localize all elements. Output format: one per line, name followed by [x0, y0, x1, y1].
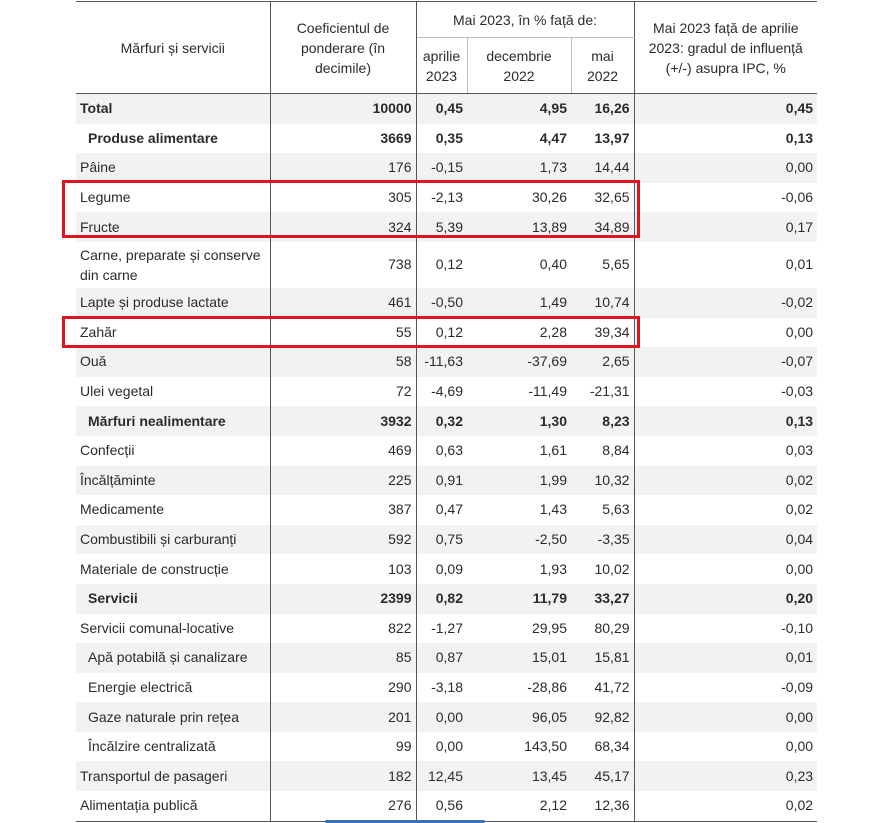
cell-weight: 10000 — [270, 94, 416, 124]
cell-april-2023: 5,39 — [416, 212, 467, 242]
cell-may-2022: 5,65 — [571, 242, 634, 288]
cell-name: Transportul de pasageri — [76, 761, 270, 791]
cell-april-2023: 0,32 — [416, 406, 467, 436]
table-row — [76, 466, 817, 496]
cell-may-2022: 45,17 — [571, 761, 634, 791]
cell-weight: 85 — [270, 643, 416, 673]
cell-april-2023: 0,91 — [416, 466, 467, 496]
cell-weight: 290 — [270, 673, 416, 703]
cell-may-2022: 8,23 — [571, 406, 634, 436]
cell-april-2023: 0,45 — [416, 94, 467, 124]
header-influence: Mai 2023 față de aprilie 2023: gradul de influență (+/-) asupra IPC, % — [634, 2, 817, 94]
table-row — [76, 643, 817, 673]
cell-may-2022: 68,34 — [571, 732, 634, 762]
cell-name: Gaze naturale prin rețea — [76, 702, 270, 732]
cell-weight: 276 — [270, 791, 416, 821]
table-row — [76, 673, 817, 703]
cell-weight: 469 — [270, 436, 416, 466]
cell-name: Ouă — [76, 347, 270, 377]
cell-weight: 72 — [270, 377, 416, 407]
cell-name: Combustibili și carburanți — [76, 525, 270, 555]
cell-weight: 822 — [270, 614, 416, 644]
cell-weight: 738 — [270, 242, 416, 288]
cell-december-2022: 1,93 — [539, 560, 567, 577]
cell-influence: 0,01 — [785, 256, 814, 273]
cell-december-2022: 2,28 — [539, 323, 567, 340]
cell-april-2023: 0,09 — [435, 560, 463, 577]
cell-weight: 176 — [270, 153, 416, 183]
cell-december-2022: 29,95 — [531, 619, 567, 636]
cell-weight: 305 — [270, 183, 416, 213]
cell-april-2023: 0,56 — [416, 791, 467, 821]
table-row — [76, 554, 817, 584]
cell-influence: 0,17 — [634, 212, 817, 242]
cell-name: Confecții — [76, 436, 270, 466]
table-row — [76, 153, 817, 183]
cell-december-2022: 1,61 — [539, 442, 567, 459]
cell-influence: -0,10 — [781, 619, 814, 636]
header-december-2022: decembrie 2022 — [467, 38, 571, 94]
cell-name: Produse alimentare — [76, 124, 270, 154]
cell-name: Încălțăminte — [76, 466, 270, 496]
cell-april-2023: 12,45 — [416, 761, 467, 791]
cell-name: Încălzire centralizată — [76, 732, 270, 762]
cell-december-2022: 143,50 — [524, 738, 567, 755]
table-row — [76, 702, 817, 732]
cell-influence: 0,02 — [634, 466, 817, 496]
table-row — [76, 584, 817, 614]
header-goods-services: Mărfuri și servicii — [76, 2, 270, 94]
cell-may-2022: 34,89 — [571, 212, 634, 242]
cell-influence: 0,13 — [634, 406, 817, 436]
cell-weight: 3669 — [270, 124, 416, 154]
cell-name: Carne, preparate și conserve din carne — [76, 242, 270, 288]
cell-weight: 592 — [270, 525, 416, 555]
cell-december-2022: -37,69 — [467, 347, 571, 377]
cell-weight: 55 — [270, 318, 416, 348]
cell-influence: 0,13 — [785, 129, 814, 146]
cell-weight: 324 — [270, 212, 416, 242]
cell-weight: 182 — [270, 761, 416, 791]
cell-weight: 58 — [270, 347, 416, 377]
cell-influence: 0,20 — [634, 584, 817, 614]
table-row — [76, 761, 817, 791]
cell-name: Total — [76, 94, 270, 124]
cell-april-2023: 0,82 — [416, 584, 467, 614]
cell-name: Lapte și produse lactate — [76, 288, 270, 318]
cell-name: Ulei vegetal — [76, 377, 270, 407]
table-row — [76, 791, 817, 821]
cell-december-2022: 13,89 — [467, 212, 571, 242]
cell-may-2022: 13,97 — [571, 124, 634, 154]
cell-name: Apă potabilă și canalizare — [76, 643, 270, 673]
table-row — [76, 212, 817, 242]
cell-influence: -0,09 — [781, 678, 814, 695]
cell-name: Energie electrică — [76, 673, 270, 703]
cell-influence: 0,23 — [634, 761, 817, 791]
table-row — [76, 495, 817, 525]
cell-april-2023: 0,35 — [435, 129, 463, 146]
table-row — [76, 406, 817, 436]
cell-december-2022: 1,49 — [467, 288, 571, 318]
cell-december-2022: 4,95 — [467, 94, 571, 124]
cell-april-2023: -1,27 — [431, 619, 463, 636]
cell-influence: 0,03 — [785, 442, 814, 459]
cell-influence: 0,02 — [634, 791, 817, 821]
cell-influence: -0,02 — [634, 288, 817, 318]
cell-may-2022: 33,27 — [571, 584, 634, 614]
cell-april-2023: 0,47 — [435, 501, 463, 518]
cell-may-2022: -21,31 — [571, 377, 634, 407]
cell-december-2022: 15,01 — [467, 643, 571, 673]
cell-may-2022: 92,82 — [571, 702, 634, 732]
cell-may-2022: 8,84 — [571, 436, 634, 466]
cell-influence: 0,00 — [785, 323, 814, 340]
table-row — [76, 732, 817, 762]
table-row — [76, 318, 817, 348]
cell-december-2022: 4,47 — [539, 129, 567, 146]
cell-may-2022: 80,29 — [571, 614, 634, 644]
cell-april-2023: 0,63 — [435, 442, 463, 459]
cell-name: Fructe — [76, 212, 270, 242]
cell-name: Zahăr — [76, 318, 270, 348]
cell-weight: 3932 — [270, 406, 416, 436]
table-row — [76, 124, 817, 154]
cell-name: Pâine — [76, 153, 270, 183]
cell-may-2022: 41,72 — [571, 673, 634, 703]
cell-influence: 0,00 — [785, 560, 814, 577]
table-header — [76, 2, 817, 94]
cpi-table — [76, 2, 817, 822]
cell-influence: 0,04 — [634, 525, 817, 555]
table-row — [76, 436, 817, 466]
cell-may-2022: 16,26 — [571, 94, 634, 124]
cell-may-2022: 10,32 — [571, 466, 634, 496]
table-row — [76, 377, 817, 407]
header-april-2023: aprilie 2023 — [416, 38, 467, 94]
cell-name: Materiale de construcție — [76, 554, 270, 584]
table-row — [76, 242, 817, 288]
cell-may-2022: 10,02 — [571, 554, 634, 584]
cell-april-2023: -0,50 — [416, 288, 467, 318]
cell-april-2023: 0,75 — [416, 525, 467, 555]
cell-influence: 0,02 — [785, 501, 814, 518]
cell-december-2022: 96,05 — [467, 702, 571, 732]
table-row — [76, 94, 817, 124]
cell-weight: 2399 — [270, 584, 416, 614]
cell-april-2023: -4,69 — [431, 383, 463, 400]
cell-may-2022: 12,36 — [571, 791, 634, 821]
cell-influence: 0,00 — [634, 702, 817, 732]
cell-december-2022: 1,99 — [467, 466, 571, 496]
table-row — [76, 614, 817, 644]
table-row — [76, 183, 817, 213]
cell-april-2023: 0,12 — [435, 256, 463, 273]
cell-december-2022: -28,86 — [527, 678, 567, 695]
table-row — [76, 347, 817, 377]
cell-name: Servicii comunal-locative — [76, 614, 270, 644]
table-row — [76, 288, 817, 318]
cell-name: Medicamente — [76, 495, 270, 525]
cell-december-2022: 1,43 — [539, 501, 567, 518]
cell-april-2023: 0,12 — [435, 323, 463, 340]
cell-influence: 0,00 — [785, 738, 814, 755]
cell-name: Legume — [76, 183, 270, 213]
header-weight: Coeficientul de ponderare (în decimile) — [270, 2, 416, 94]
cell-april-2023: -11,63 — [416, 347, 467, 377]
header-may-vs: Mai 2023, în % față de: — [416, 2, 634, 38]
cell-may-2022: 2,65 — [571, 347, 634, 377]
cell-december-2022: -11,49 — [528, 383, 567, 400]
cell-april-2023: 0,00 — [435, 738, 463, 755]
cell-april-2023: -0,15 — [416, 153, 467, 183]
cell-weight: 201 — [270, 702, 416, 732]
cell-april-2023: -3,18 — [431, 678, 463, 695]
cell-influence: -0,03 — [781, 383, 814, 400]
cell-influence: -0,07 — [634, 347, 817, 377]
cell-may-2022: -3,35 — [571, 525, 634, 555]
cell-december-2022: 2,12 — [467, 791, 571, 821]
cell-may-2022: 14,44 — [571, 153, 634, 183]
cell-april-2023: 0,87 — [416, 643, 467, 673]
cell-weight: 103 — [270, 554, 416, 584]
cell-december-2022: 30,26 — [531, 189, 567, 206]
cell-december-2022: 13,45 — [467, 761, 571, 791]
cell-december-2022: 1,73 — [467, 153, 571, 183]
cell-december-2022: 1,30 — [467, 406, 571, 436]
cell-december-2022: 0,40 — [539, 256, 567, 273]
cell-april-2023: 0,00 — [416, 702, 467, 732]
cell-influence: 0,01 — [634, 643, 817, 673]
cell-december-2022: 11,79 — [467, 584, 571, 614]
cell-name: Alimentația publică — [76, 791, 270, 821]
cell-may-2022: 15,81 — [571, 643, 634, 673]
cell-weight: 225 — [270, 466, 416, 496]
cell-april-2023: -2,13 — [431, 189, 463, 206]
cell-influence: 0,00 — [634, 153, 817, 183]
table-body — [76, 94, 817, 822]
cell-influence: 0,45 — [634, 94, 817, 124]
cell-may-2022: 10,74 — [571, 288, 634, 318]
cell-name: Servicii — [76, 584, 270, 614]
table-row — [76, 525, 817, 555]
cell-may-2022: 39,34 — [571, 318, 634, 348]
cell-weight: 99 — [270, 732, 416, 762]
cell-influence: -0,06 — [781, 189, 814, 206]
header-may-2022: mai 2022 — [571, 38, 634, 94]
cell-name: Mărfuri nealimentare — [76, 406, 270, 436]
cell-december-2022: -2,50 — [467, 525, 571, 555]
cell-weight: 387 — [270, 495, 416, 525]
cell-may-2022: 32,65 — [571, 183, 634, 213]
cell-weight: 461 — [270, 288, 416, 318]
cell-may-2022: 5,63 — [571, 495, 634, 525]
